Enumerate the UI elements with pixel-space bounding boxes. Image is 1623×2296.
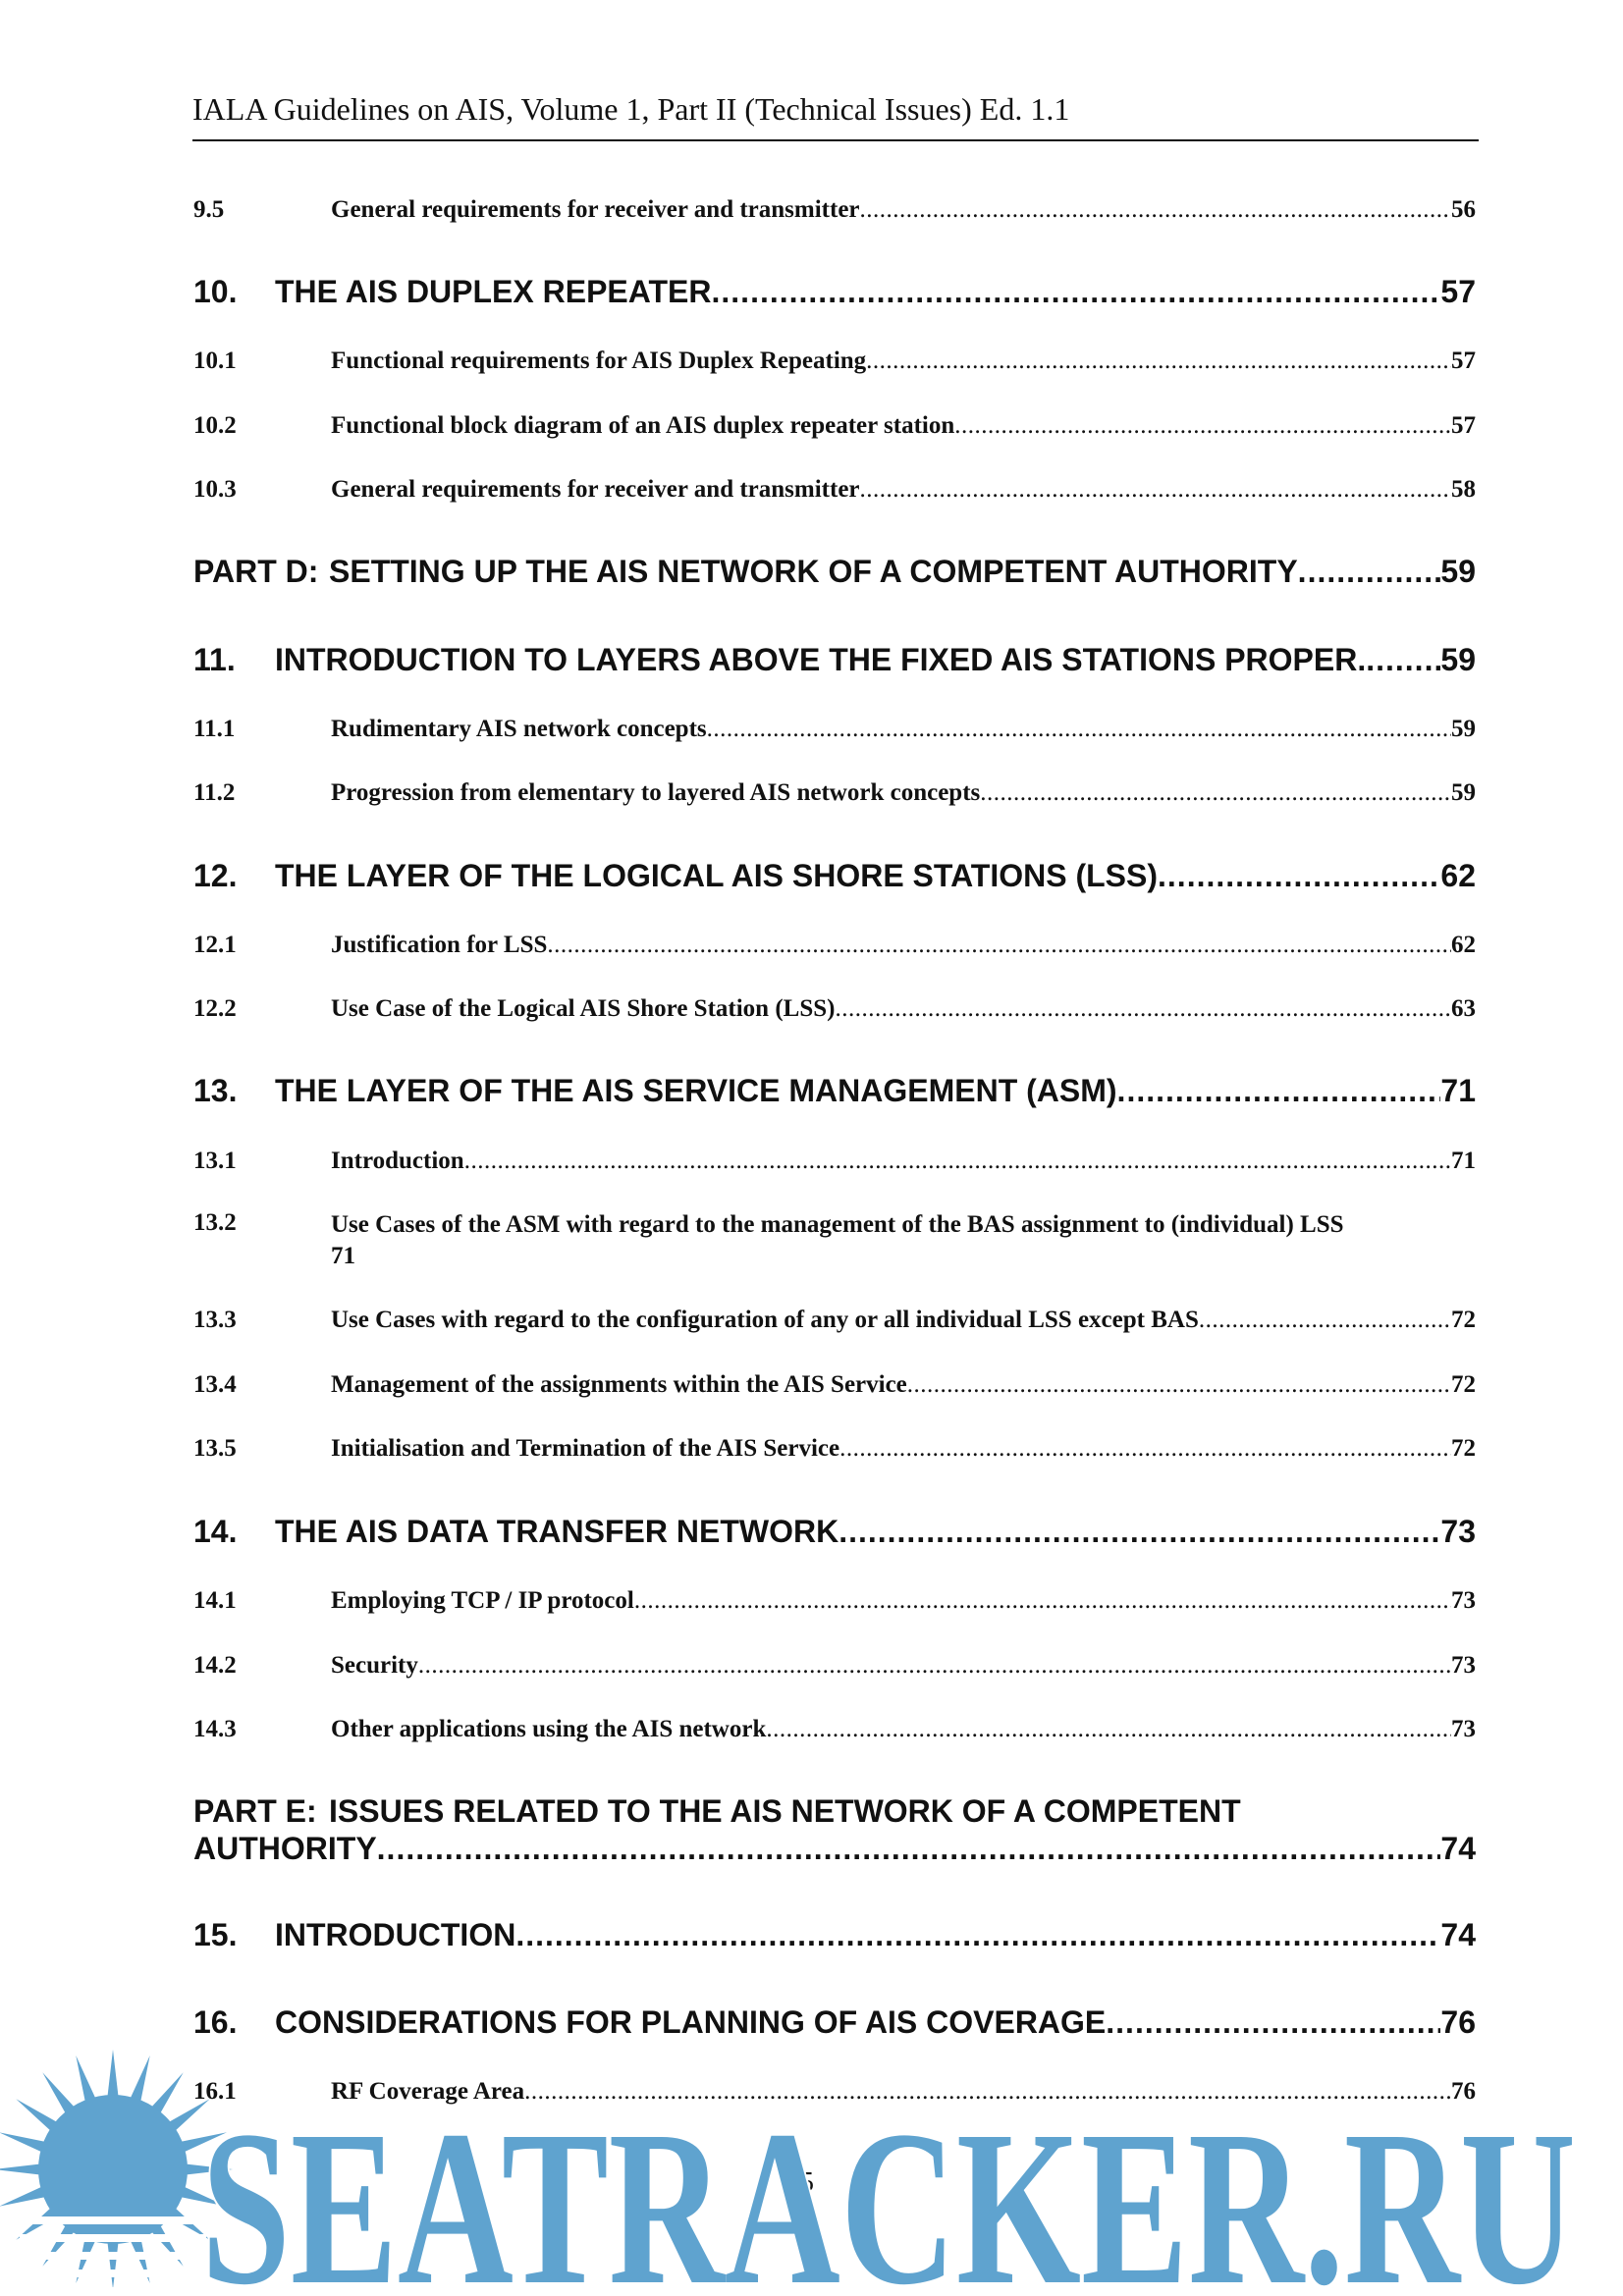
watermark-text: SEATRACKER.RU (201, 2085, 1576, 2296)
toc-leader (464, 1148, 1451, 1175)
toc-leader (712, 274, 1441, 310)
toc-title: Use Case of the Logical AIS Shore Station (LSS) (331, 995, 836, 1022)
toc-leader (1199, 1307, 1451, 1334)
toc-number: 14.1 (193, 1587, 237, 1614)
toc-page: 58 (1451, 476, 1476, 503)
toc-leader (1158, 858, 1440, 894)
toc-page: 62 (1440, 858, 1476, 893)
toc-page: 72 (1451, 1307, 1476, 1333)
toc-title-text: Use Cases of the ASM with regard to the management of the BAS assignment to (individual) LSS (331, 1211, 1344, 1238)
toc-page: 57 (1451, 347, 1476, 374)
toc-number: PART E: (193, 1793, 317, 1829)
toc-leader (839, 1514, 1440, 1550)
toc-page: 76 (1451, 2078, 1476, 2105)
toc-title: Management of the assignments within the AIS Service (331, 1371, 907, 1398)
toc-entry-13-1[interactable] (193, 1148, 1476, 1175)
toc-number: 10.2 (193, 412, 237, 439)
toc-title (331, 1209, 1476, 1272)
toc-page: 59 (1451, 779, 1476, 806)
toc-number: 16. (193, 2004, 238, 2040)
toc-page: 59 (1440, 642, 1476, 677)
toc-entry-10[interactable] (193, 274, 1476, 310)
toc-entry-9-5[interactable] (193, 196, 1476, 224)
toc-number: 10.1 (193, 347, 237, 374)
toc-leader (766, 1716, 1451, 1743)
toc-title: Use Cases with regard to the configuration of any or all individual LSS except BAS (331, 1307, 1199, 1333)
toc-title: THE LAYER OF THE LOGICAL AIS SHORE STATIONS (LSS) (275, 858, 1159, 893)
toc-number: 15. (193, 1917, 238, 1952)
toc-title: RF Coverage Area (331, 2078, 525, 2105)
toc-entry-12-1[interactable] (193, 932, 1476, 959)
toc-title: Justification for LSS (331, 932, 548, 958)
toc-page: 73 (1451, 1652, 1476, 1679)
toc-entry-part-e[interactable] (193, 1793, 1476, 1872)
toc-page: 71 (1451, 1148, 1476, 1174)
toc-number: 10.3 (193, 476, 237, 503)
toc-page: 63 (1451, 995, 1476, 1022)
toc-leader (839, 1435, 1451, 1463)
toc-leader (418, 1652, 1451, 1680)
toc-title: Other applications using the AIS network (331, 1716, 767, 1742)
toc-entry-13-3[interactable] (193, 1307, 1476, 1334)
toc-entry-12[interactable] (193, 858, 1476, 894)
toc-entry-part-d[interactable] (193, 554, 1476, 590)
toc-title: INTRODUCTION TO LAYERS ABOVE THE FIXED AIS STATIONS PROPER. (275, 642, 1367, 677)
toc-entry-11[interactable] (193, 642, 1476, 678)
toc-number: 11. (193, 642, 236, 677)
toc-page: 73 (1451, 1587, 1476, 1614)
toc-number: 16.1 (193, 2078, 237, 2105)
toc-title: Rudimentary AIS network concepts (331, 716, 707, 742)
toc-leader (860, 196, 1451, 224)
toc-leader (866, 347, 1451, 375)
toc-title: Introduction (331, 1148, 464, 1174)
toc-number: 13.4 (193, 1371, 237, 1398)
sun-ray (0, 2163, 44, 2175)
toc-title: THE AIS DATA TRANSFER NETWORK (275, 1514, 839, 1549)
toc-entry-13-4[interactable] (193, 1371, 1476, 1399)
running-header: IALA Guidelines on AIS, Volume 1, Part II (Technical Issues) Ed. 1.1 (192, 94, 1479, 141)
toc-entry-14-3[interactable] (193, 1716, 1476, 1743)
toc-entry-10-1[interactable] (193, 347, 1476, 375)
toc-leader (515, 1917, 1440, 1953)
toc-number: 9.5 (193, 196, 225, 223)
toc-title: General requirements for receiver and transmitter (331, 196, 860, 223)
toc-title: THE LAYER OF THE AIS SERVICE MANAGEMENT (ASM) (275, 1073, 1117, 1108)
toc-title: INTRODUCTION (275, 1917, 516, 1952)
toc-title: Security (331, 1652, 418, 1679)
toc-page: 57 (1451, 412, 1476, 439)
toc-number: 12.1 (193, 932, 237, 958)
toc-title: Functional block diagram of an AIS duplex repeater station (331, 412, 955, 439)
toc-number: 12.2 (193, 995, 237, 1022)
toc-page: 74 (1440, 1831, 1476, 1866)
toc-leader (1117, 1073, 1441, 1109)
toc-page: 73 (1451, 1716, 1476, 1742)
toc-number: 14.2 (193, 1652, 237, 1679)
toc-title: Employing TCP / IP protocol (331, 1587, 634, 1614)
sun-ray (107, 2050, 119, 2101)
toc-number: 14. (193, 1514, 238, 1549)
toc-page: 74 (1440, 1917, 1476, 1952)
toc-leader (547, 932, 1451, 959)
toc-page: 76 (1440, 2004, 1476, 2040)
toc-entry-12-2[interactable] (193, 995, 1476, 1023)
toc-title-line1 (193, 1793, 1241, 1830)
toc-leader (907, 1371, 1451, 1399)
watermark (0, 2042, 1623, 2296)
toc-number: 11.1 (193, 716, 236, 742)
toc-title: Progression from elementary to layered AIS network concepts (331, 779, 981, 806)
toc-title: ISSUES RELATED TO THE AIS NETWORK OF A COMPETENT (329, 1793, 1241, 1829)
toc-entry-14[interactable] (193, 1514, 1476, 1550)
toc-entry-11-1[interactable] (193, 716, 1476, 743)
toc-number: PART D: (193, 554, 319, 589)
toc-title-line2 (193, 1831, 1476, 1867)
toc-leader (1106, 2004, 1440, 2041)
toc-page: 71 (331, 1243, 355, 1269)
page-number: 5 (800, 2167, 814, 2198)
toc-page: 57 (1440, 274, 1476, 309)
toc-leader (1298, 554, 1441, 590)
toc-number: 13. (193, 1073, 238, 1108)
toc-number: 11.2 (193, 779, 236, 806)
toc-entry-14-2[interactable] (193, 1652, 1476, 1680)
toc-entry-14-1[interactable] (193, 1587, 1476, 1615)
toc-page: 59 (1440, 554, 1476, 589)
toc-number: 13.5 (193, 1435, 237, 1462)
toc-number: 13.3 (193, 1307, 237, 1333)
toc-title: Initialisation and Termination of the AIS Service (331, 1435, 840, 1462)
sun-ray (107, 2238, 119, 2289)
toc-leader (980, 779, 1451, 807)
toc-page: 71 (1440, 1073, 1476, 1108)
sun-logo-icon (0, 2050, 233, 2295)
toc-number: 12. (193, 858, 238, 893)
toc-title: CONSIDERATIONS FOR PLANNING OF AIS COVERAGE (275, 2004, 1107, 2040)
toc-leader (954, 412, 1451, 440)
toc-number: 14.3 (193, 1716, 237, 1742)
toc-page: 73 (1440, 1514, 1476, 1549)
toc-leader (634, 1587, 1451, 1615)
toc-page: 59 (1451, 716, 1476, 742)
toc-entry-15[interactable] (193, 1917, 1476, 1953)
toc-page: 62 (1451, 932, 1476, 958)
toc-leader (860, 476, 1451, 504)
toc-leader (1366, 642, 1440, 678)
toc-entry-11-2[interactable] (193, 779, 1476, 807)
toc-leader (835, 995, 1451, 1023)
toc-entry-13-5[interactable] (193, 1435, 1476, 1463)
toc-title: THE AIS DUPLEX REPEATER (275, 274, 712, 309)
toc-leader (377, 1831, 1441, 1867)
toc-entry-10-3[interactable] (193, 476, 1476, 504)
toc-entry-13-2[interactable] (193, 1209, 1476, 1272)
toc-title: General requirements for receiver and transmitter (331, 476, 860, 503)
toc-entry-16[interactable] (193, 2004, 1476, 2041)
toc-number: 13.1 (193, 1148, 237, 1174)
toc-number: 10. (193, 274, 238, 309)
toc-entry-10-2[interactable] (193, 412, 1476, 440)
toc-title-continued: AUTHORITY (193, 1831, 377, 1866)
toc-title: Functional requirements for AIS Duplex Repeating (331, 347, 867, 374)
toc-page: 56 (1451, 196, 1476, 223)
toc-entry-13[interactable] (193, 1073, 1476, 1109)
toc-leader (707, 716, 1451, 743)
toc-page: 72 (1451, 1371, 1476, 1398)
toc-page: 72 (1451, 1435, 1476, 1462)
toc-title: SETTING UP THE AIS NETWORK OF A COMPETENT AUTHORITY (329, 554, 1298, 589)
toc-number: 13.2 (193, 1209, 237, 1236)
